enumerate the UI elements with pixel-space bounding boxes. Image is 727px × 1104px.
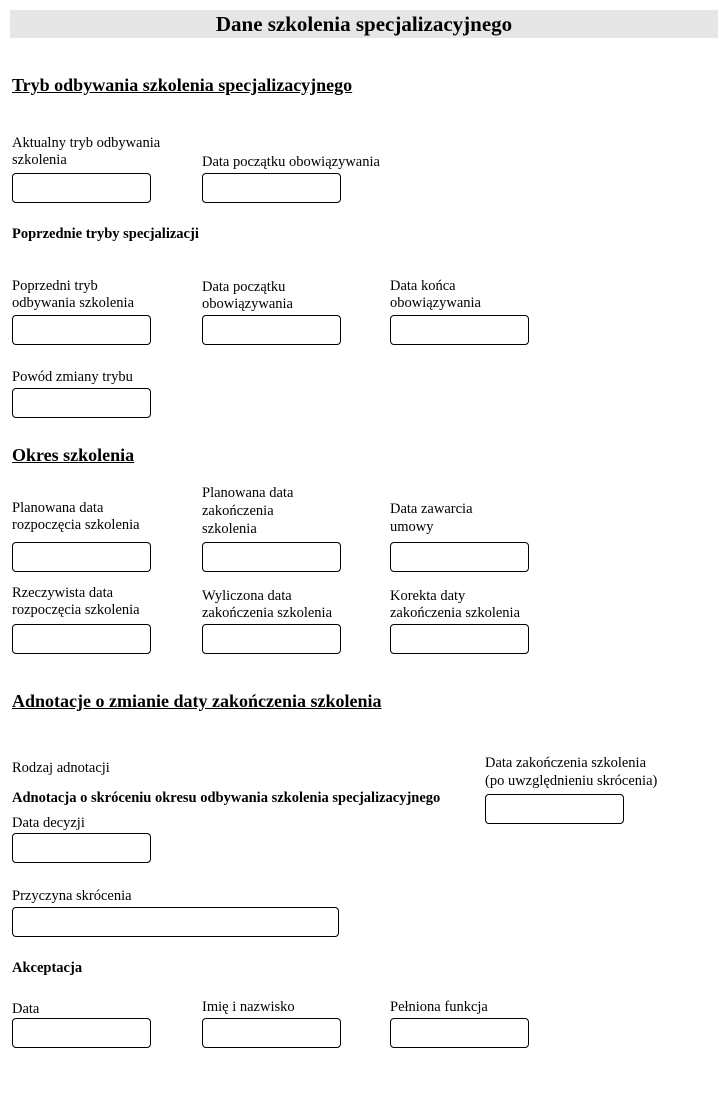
poprzedni-tryb-field[interactable] — [12, 315, 151, 345]
label-wylicz-zak-line1: Wyliczona data — [202, 588, 292, 604]
label-przyczyna: Przyczyna skrócenia — [12, 888, 132, 904]
data-poczatku-field[interactable] — [202, 173, 341, 203]
label-data-zak-line1: Data zakończenia szkolenia — [485, 755, 647, 771]
rzecz-rozp-field[interactable] — [12, 624, 151, 654]
label-rzecz-rozp-line2: rozpoczęcia szkolenia — [12, 602, 140, 618]
subheading-poprzednie-tryby: Poprzednie tryby specjalizacji — [12, 226, 199, 242]
label-wylicz-zak-line2: zakończenia szkolenia — [202, 605, 333, 621]
subheading-akceptacja: Akceptacja — [12, 960, 83, 976]
label-data-poczatku: Data początku obowiązywania — [202, 154, 380, 170]
label-umowa-line2: umowy — [390, 519, 434, 535]
plan-rozp-field[interactable] — [12, 542, 151, 572]
label-poprzedni-tryb-line2: odbywania szkolenia — [12, 295, 135, 311]
label-aktualny-tryb-line1: Aktualny tryb odbywania — [12, 135, 161, 151]
label-plan-zak-line1: Planowana data — [202, 485, 294, 501]
funkcja-field[interactable] — [390, 1018, 529, 1048]
korekta-field[interactable] — [390, 624, 529, 654]
powod-zmiany-field[interactable] — [12, 388, 151, 418]
label-plan-rozp-line2: rozpoczęcia szkolenia — [12, 517, 140, 533]
label-rodzaj-adnotacji: Rodzaj adnotacji — [12, 760, 110, 776]
label-funkcja: Pełniona funkcja — [390, 999, 488, 1015]
aktualny-tryb-field[interactable] — [12, 173, 151, 203]
label-data-decyzji: Data decyzji — [12, 815, 85, 831]
label-imie-nazwisko: Imię i nazwisko — [202, 999, 295, 1015]
label-data-zak-line2: (po uwzględnieniu skrócenia) — [485, 773, 658, 789]
data-zak-field[interactable] — [485, 794, 624, 824]
label-prev-data-konca-line2: obowiązywania — [390, 295, 481, 311]
data-decyzji-field[interactable] — [12, 833, 151, 863]
label-poprzedni-tryb-line1: Poprzedni tryb — [12, 278, 98, 294]
label-plan-zak-line2: zakończenia — [202, 503, 274, 519]
label-prev-data-poczatku-line1: Data początku — [202, 279, 286, 295]
prev-data-poczatku-field[interactable] — [202, 315, 341, 345]
label-rzecz-rozp-line1: Rzeczywista data — [12, 585, 114, 601]
data-field[interactable] — [12, 1018, 151, 1048]
prev-data-konca-field[interactable] — [390, 315, 529, 345]
label-umowa-line1: Data zawarcia — [390, 501, 473, 517]
label-powod-zmiany: Powód zmiany trybu — [12, 369, 133, 385]
label-data: Data — [12, 1001, 40, 1017]
label-plan-rozp-line1: Planowana data — [12, 500, 104, 516]
plan-zak-field[interactable] — [202, 542, 341, 572]
imie-nazwisko-field[interactable] — [202, 1018, 341, 1048]
label-plan-zak-line3: szkolenia — [202, 521, 257, 537]
subheading-skrocenie: Adnotacja o skróceniu okresu odbywania szkolenia specjalizacyjnego — [12, 790, 441, 806]
section-heading-tryb: Tryb odbywania szkolenia specjalizacyjnego — [12, 75, 353, 95]
label-aktualny-tryb-line2: szkolenia — [12, 152, 67, 168]
label-prev-data-poczatku-line2: obowiązywania — [202, 296, 293, 312]
label-korekta-line2: zakończenia szkolenia — [390, 605, 521, 621]
przyczyna-field[interactable] — [12, 907, 339, 937]
section-heading-adnotacje: Adnotacje o zmianie daty zakończenia szkolenia — [12, 691, 382, 711]
wylicz-zak-field[interactable] — [202, 624, 341, 654]
section-heading-okres: Okres szkolenia — [12, 445, 135, 465]
umowa-field[interactable] — [390, 542, 529, 572]
label-korekta-line1: Korekta daty — [390, 588, 466, 604]
label-prev-data-konca-line1: Data końca — [390, 278, 456, 294]
page-title: Dane szkolenia specjalizacyjnego — [10, 10, 718, 38]
